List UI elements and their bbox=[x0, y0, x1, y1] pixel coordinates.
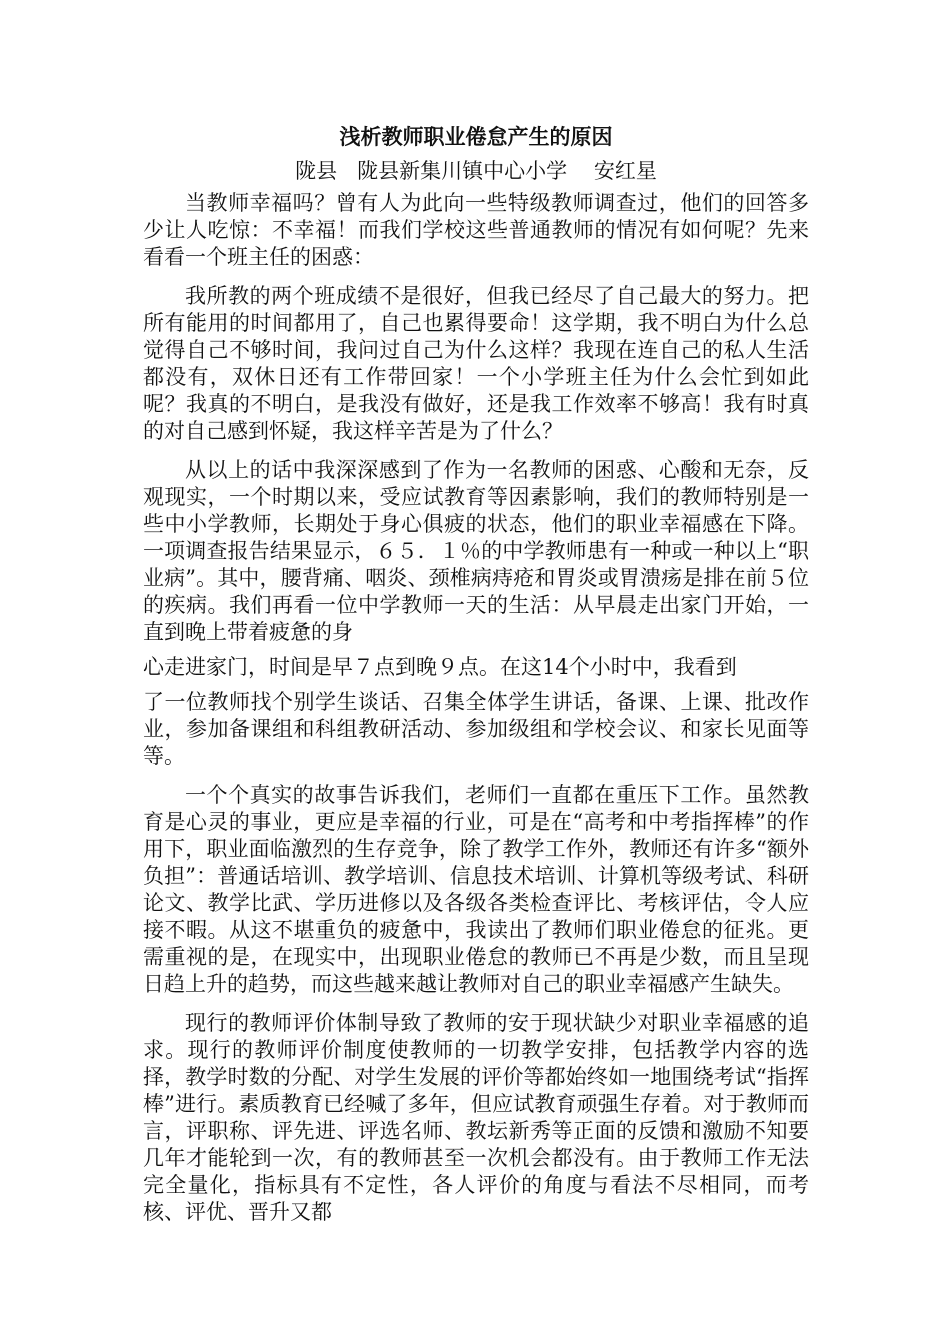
author-byline: 陇县 陇县新集川镇中心小学 安红星 bbox=[295, 159, 657, 183]
document-title: 浅析教师职业倦怠产生的原因 bbox=[339, 124, 613, 149]
document-page bbox=[143, 120, 809, 1238]
paragraph-3-continued-line: 心走进家门，时间是早７点到晚９点。在这14个小时中，我看到 bbox=[143, 655, 737, 679]
paragraph-5: 现行的教师评价体制导致了教师的安于现状缺少对职业幸福感的追求。现行的教师评价制度使教师的一切教学安排，包括教学内容的选择，教学时数的分配、对学生发展的评价等都始终如一地围绕考试“指挥棒”进行。素质教育已经喊了多年，但应试教育顽强生存着。对于教师而言，评职称、评先进、评选名师、教坛新秀等正面的反馈和激励不知要几年才能轮到一次，有的教师甚至一次机会都没有。由于教师工作无法完全量化，指标具有不定性，各人评价的角度与看法不尽相同，而考核、评优、晋升又都 bbox=[143, 1011, 809, 1224]
paragraph-2: 我所教的两个班成绩不是很好，但我已经尽了自己最大的努力。把所有能用的时间都用了，自己也累得要命！这学期，我不明白为什么总觉得自己不够时间，我问过自己为什么这样？我现在连自己的私人生活都没有，双休日还有工作带回家！一个小学班主任为什么会忙到如此呢？我真的不明白，是我没有做好，还是我工作效率不够高！我有时真的对自己感到怀疑，我这样辛苦是为了什么？ bbox=[143, 284, 809, 443]
paragraph-1: 当教师幸福吗？曾有人为此向一些特级教师调查过，他们的回答多少让人吃惊：不幸福！而我们学校这些普通教师的情况有如何呢？先来看看一个班主任的困惑： bbox=[143, 191, 809, 269]
paragraph-4: 一个个真实的故事告诉我们，老师们一直都在重压下工作。虽然教育是心灵的事业，更应是幸福的行业，可是在“高考和中考指挥棒”的作用下，职业面临激烈的生存竞争，除了教学工作外，教师还有许多“额外负担”：普通话培训、教学培训、信息技术培训、计算机等级考试、科研论文、教学比武、学历进修以及各级各类检查评比、考核评估，令人应接不暇。从这不堪重负的疲惫中，我读出了教师们职业倦怠的征兆。更需重视的是，在现实中，出现职业倦怠的教师已不再是少数，而且呈现日趋上升的趋势，而这些越来越让教师对自己的职业幸福感产生缺失。 bbox=[143, 783, 809, 996]
paragraph-3-continued: 了一位教师找个别学生谈话、召集全体学生讲话，备课、上课、批改作业，参加备课组和科组教研活动、参加级组和学校会议、和家长见面等等。 bbox=[143, 690, 809, 768]
paragraph-3: 从以上的话中我深深感到了作为一名教师的困惑、心酸和无奈，反观现实，一个时期以来，受应试教育等因素影响，我们的教师特别是一些中小学教师，长期处于身心俱疲的状态，他们的职业幸福感在下降。一项调查报告结果显示，６５．１％的中学教师患有一种或一种以上“职业病”。其中，腰背痛、咽炎、颈椎病痔疮和胃炎或胃溃疡是排在前５位的疾病。我们再看一位中学教师一天的生活：从早晨走出家门开始，一直到晚上带着疲惫的身 bbox=[143, 458, 809, 644]
